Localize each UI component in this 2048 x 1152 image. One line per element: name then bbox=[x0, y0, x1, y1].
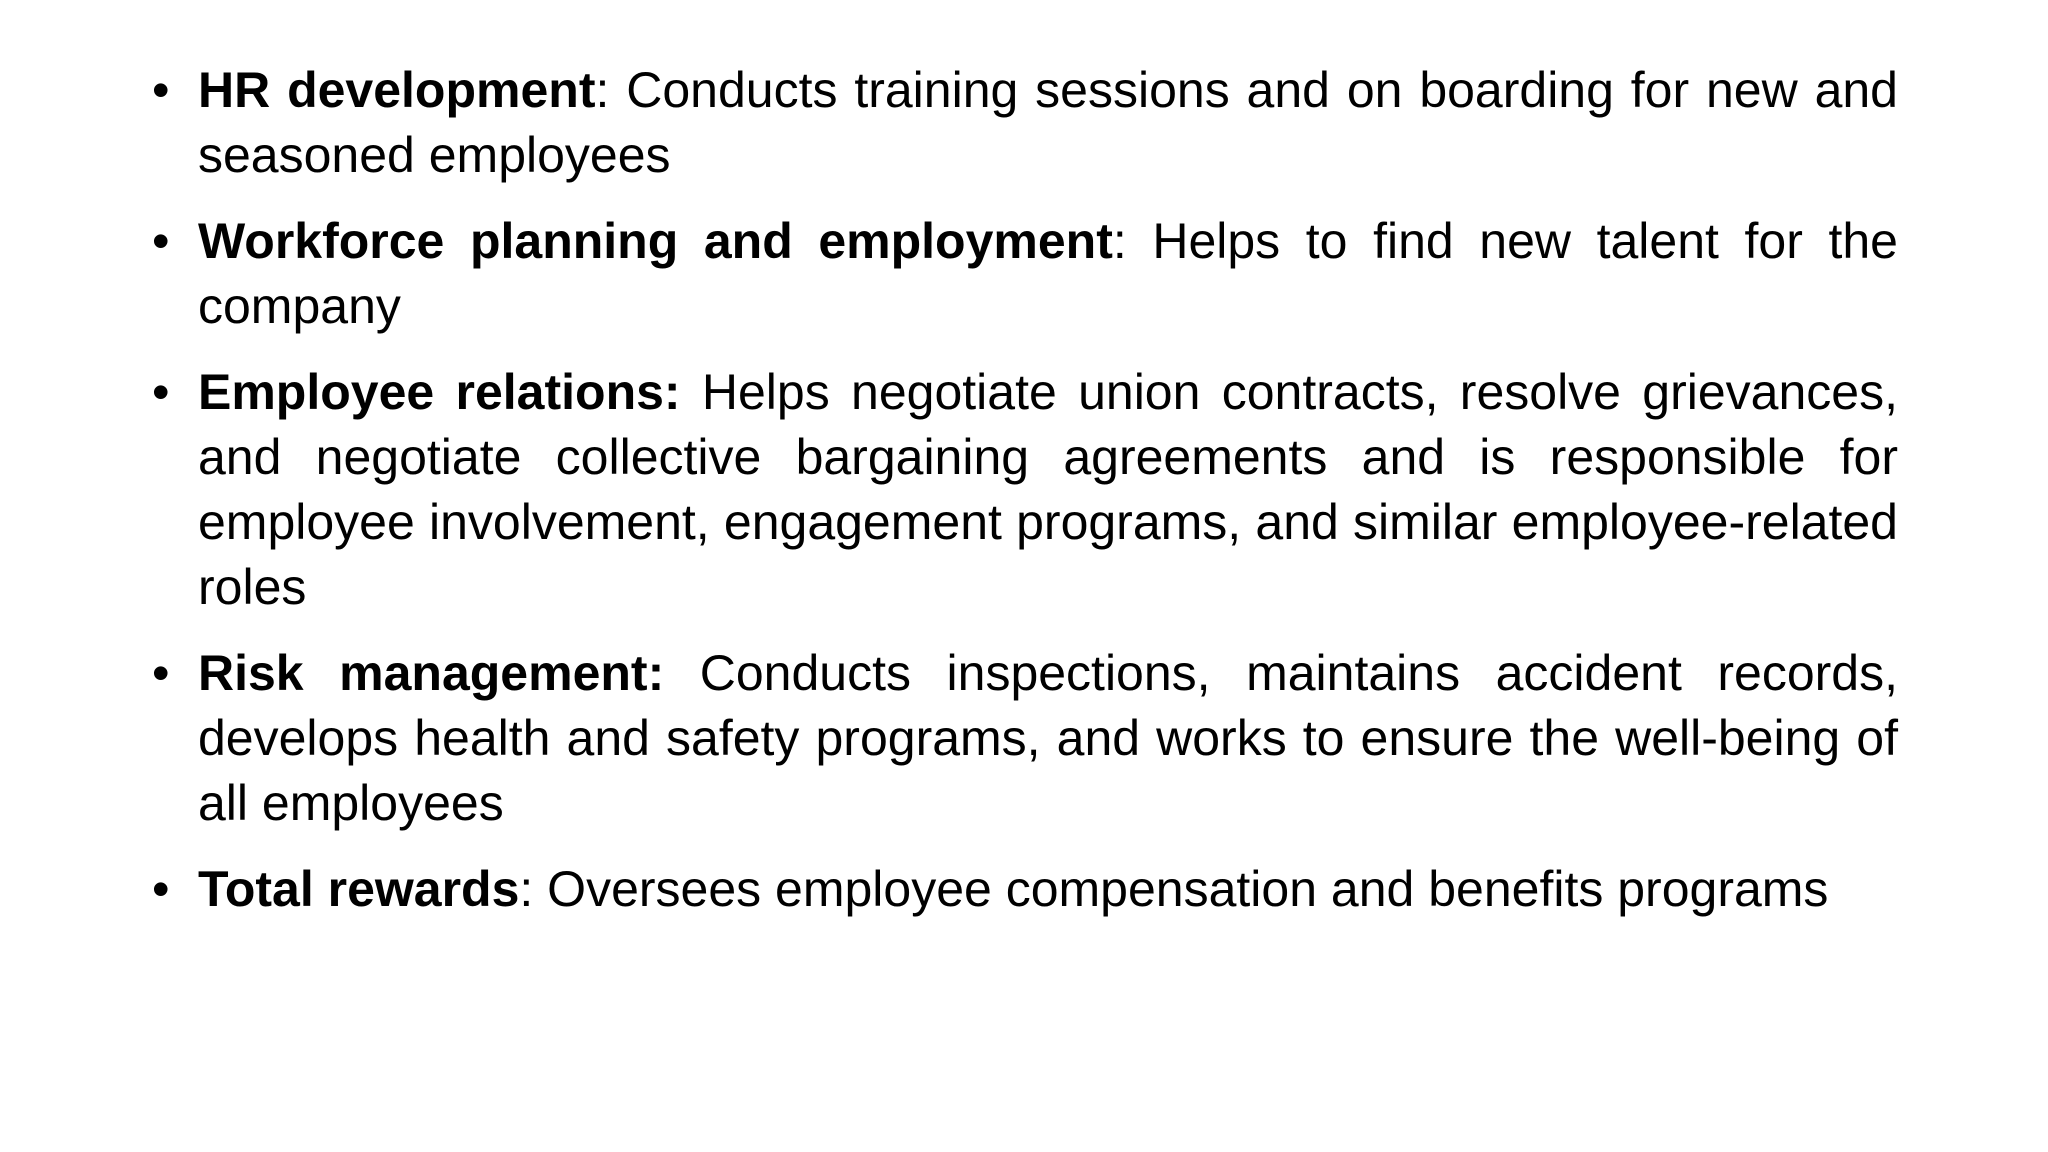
bullet-list bbox=[152, 58, 1898, 922]
bullet-icon: • bbox=[152, 861, 170, 917]
bullet-term: HR development bbox=[198, 62, 596, 118]
bullet-item-employee-relations bbox=[152, 360, 1898, 620]
bullet-icon: • bbox=[152, 62, 170, 118]
bullet-term: Total rewards bbox=[198, 861, 520, 917]
bullet-item-total-rewards bbox=[152, 857, 1898, 922]
bullet-text: : Oversees employee compensation and benefits programs bbox=[519, 861, 1829, 917]
bullet-term: Risk management: bbox=[198, 645, 665, 701]
bullet-text: Conducts inspections, maintains accident records, develops health and safety programs, and works to ensure the well-being of all employees bbox=[198, 645, 1898, 831]
bullet-item-workforce-planning bbox=[152, 209, 1898, 339]
bullet-icon: • bbox=[152, 213, 170, 269]
bullet-term: Employee relations: bbox=[198, 364, 681, 420]
bullet-icon: • bbox=[152, 645, 170, 701]
bullet-text: Helps negotiate union contracts, resolve grievances, and negotiate collective bargaining agreements and is responsible for employee involvement, engagement programs, and similar employee-related roles bbox=[198, 364, 1898, 615]
bullet-item-hr-development bbox=[152, 58, 1898, 188]
bullet-item-risk-management bbox=[152, 641, 1898, 836]
bullet-icon: • bbox=[152, 364, 170, 420]
bullet-text: : Conducts training sessions and on boarding for new and seasoned employees bbox=[198, 62, 1898, 183]
bullet-text: : Helps to find new talent for the company bbox=[198, 213, 1898, 334]
bullet-term: Workforce planning and employment bbox=[198, 213, 1113, 269]
